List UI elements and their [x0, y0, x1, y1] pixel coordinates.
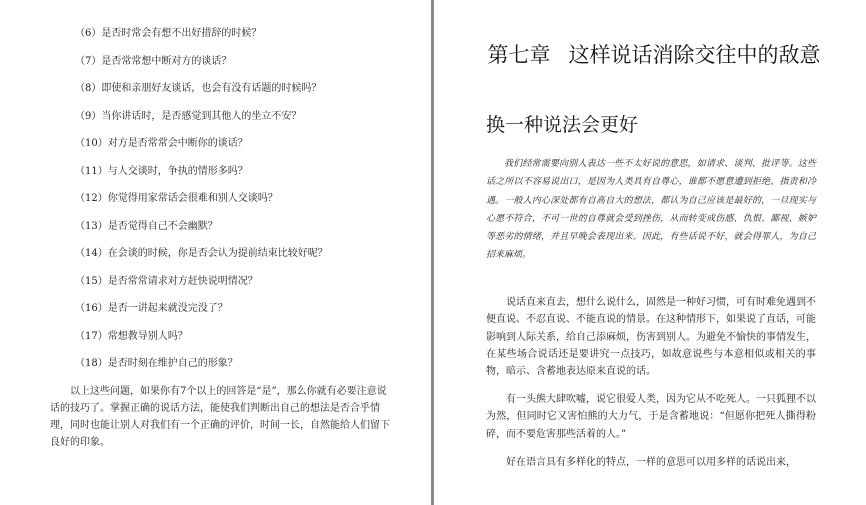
left-page [0, 0, 431, 505]
question-item: （17）常想教导别人吗？ [75, 331, 188, 342]
question-item: （18）是否时刻在维护自己的形象？ [75, 358, 238, 369]
conclusion-paragraph: 以上这些问题，如果你有7个以上的回答是“是”，那么你就有必要注意说话的技巧了。掌握正确的说话方法，能使我们判断出自己的想法是否合乎情理，同时也能让别人对我们有一个正确的评价，时间一长，自然能给人们留下良好的印象。 [50, 386, 390, 448]
question-item: （8）即使和亲朋好友谈话，也会有没有话题的时候吗？ [75, 83, 322, 94]
question-item: （14）在会谈的时候，你是否会认为提前结束比较好呢？ [75, 248, 328, 259]
body-paragraph: 好在语言具有多样化的特点，一样的意思可以用多样的话说出来， [506, 457, 796, 468]
section-title: 换一种说法会更好 [486, 114, 639, 136]
question-item: （7）是否常常想中断对方的谈话？ [75, 56, 232, 67]
question-item: （12）你觉得用家常话会很难和别人交谈吗？ [75, 193, 278, 204]
question-item: （16）是否一讲起来就没完没了？ [75, 303, 228, 314]
chapter-heading: 这样说话消除交往中的敌意 [568, 43, 821, 67]
question-item: （11）与人交谈时，争执的情形多吗？ [75, 166, 248, 177]
question-item: （6）是否时常会有想不出好措辞的时候？ [75, 28, 262, 39]
right-page [434, 0, 866, 505]
question-item: （9）当你讲话时，是否感觉到其他人的坐立不安？ [75, 111, 302, 122]
question-item: （15）是否常常请求对方赶快说明情况？ [75, 276, 258, 287]
body-paragraph: 有一头熊大肆吹嘘，说它很爱人类，因为它从不吃死人。一只狐狸不以为然，但同时它又害怕熊的大力气，于是含蓄地说：“但愿你把死人撕得粉碎，而不要危害那些活着的人。” [486, 394, 816, 440]
chapter-label: 第七章 [487, 43, 551, 67]
question-item: （10）对方是否常常会中断你的谈话？ [75, 138, 248, 149]
question-item: （13）是否觉得自己不会幽默？ [75, 221, 218, 232]
chapter-title [484, 42, 824, 68]
intro-paragraph: 我们经常需要向别人表达一些不太好说的意思，如请求、谈判、批评等。这些话之所以不容易说出口，是因为人类具有自尊心，谁都不愿意遭到拒绝、指责和冷遇。一般人内心深处都有自高自大的想法，都认为自己应该是最好的，一旦现实与心愿不符合，不可一世的自尊就会受到挫伤，从而转变成伤感、仇恨、鄙视、嫉妒等恶劣的情绪，并且早晚会表现出来。因此，有些话说不好，就会得罪人，为自己招来麻烦。 [486, 159, 816, 261]
body-paragraph: 说话直来直去，想什么说什么，固然是一种好习惯，可有时难免遇到不便直说、不忍直说、不能直说的情景。在这种情形下，如果说了直话，可能影响到人际关系，给自己添麻烦，伤害到别人。为避免不愉快的事情发生，在某些场合说话还是要讲究一点技巧，如故意说些与本意相似或相关的事物，暗示、含蓄地表达原来直说的话。 [486, 297, 816, 378]
